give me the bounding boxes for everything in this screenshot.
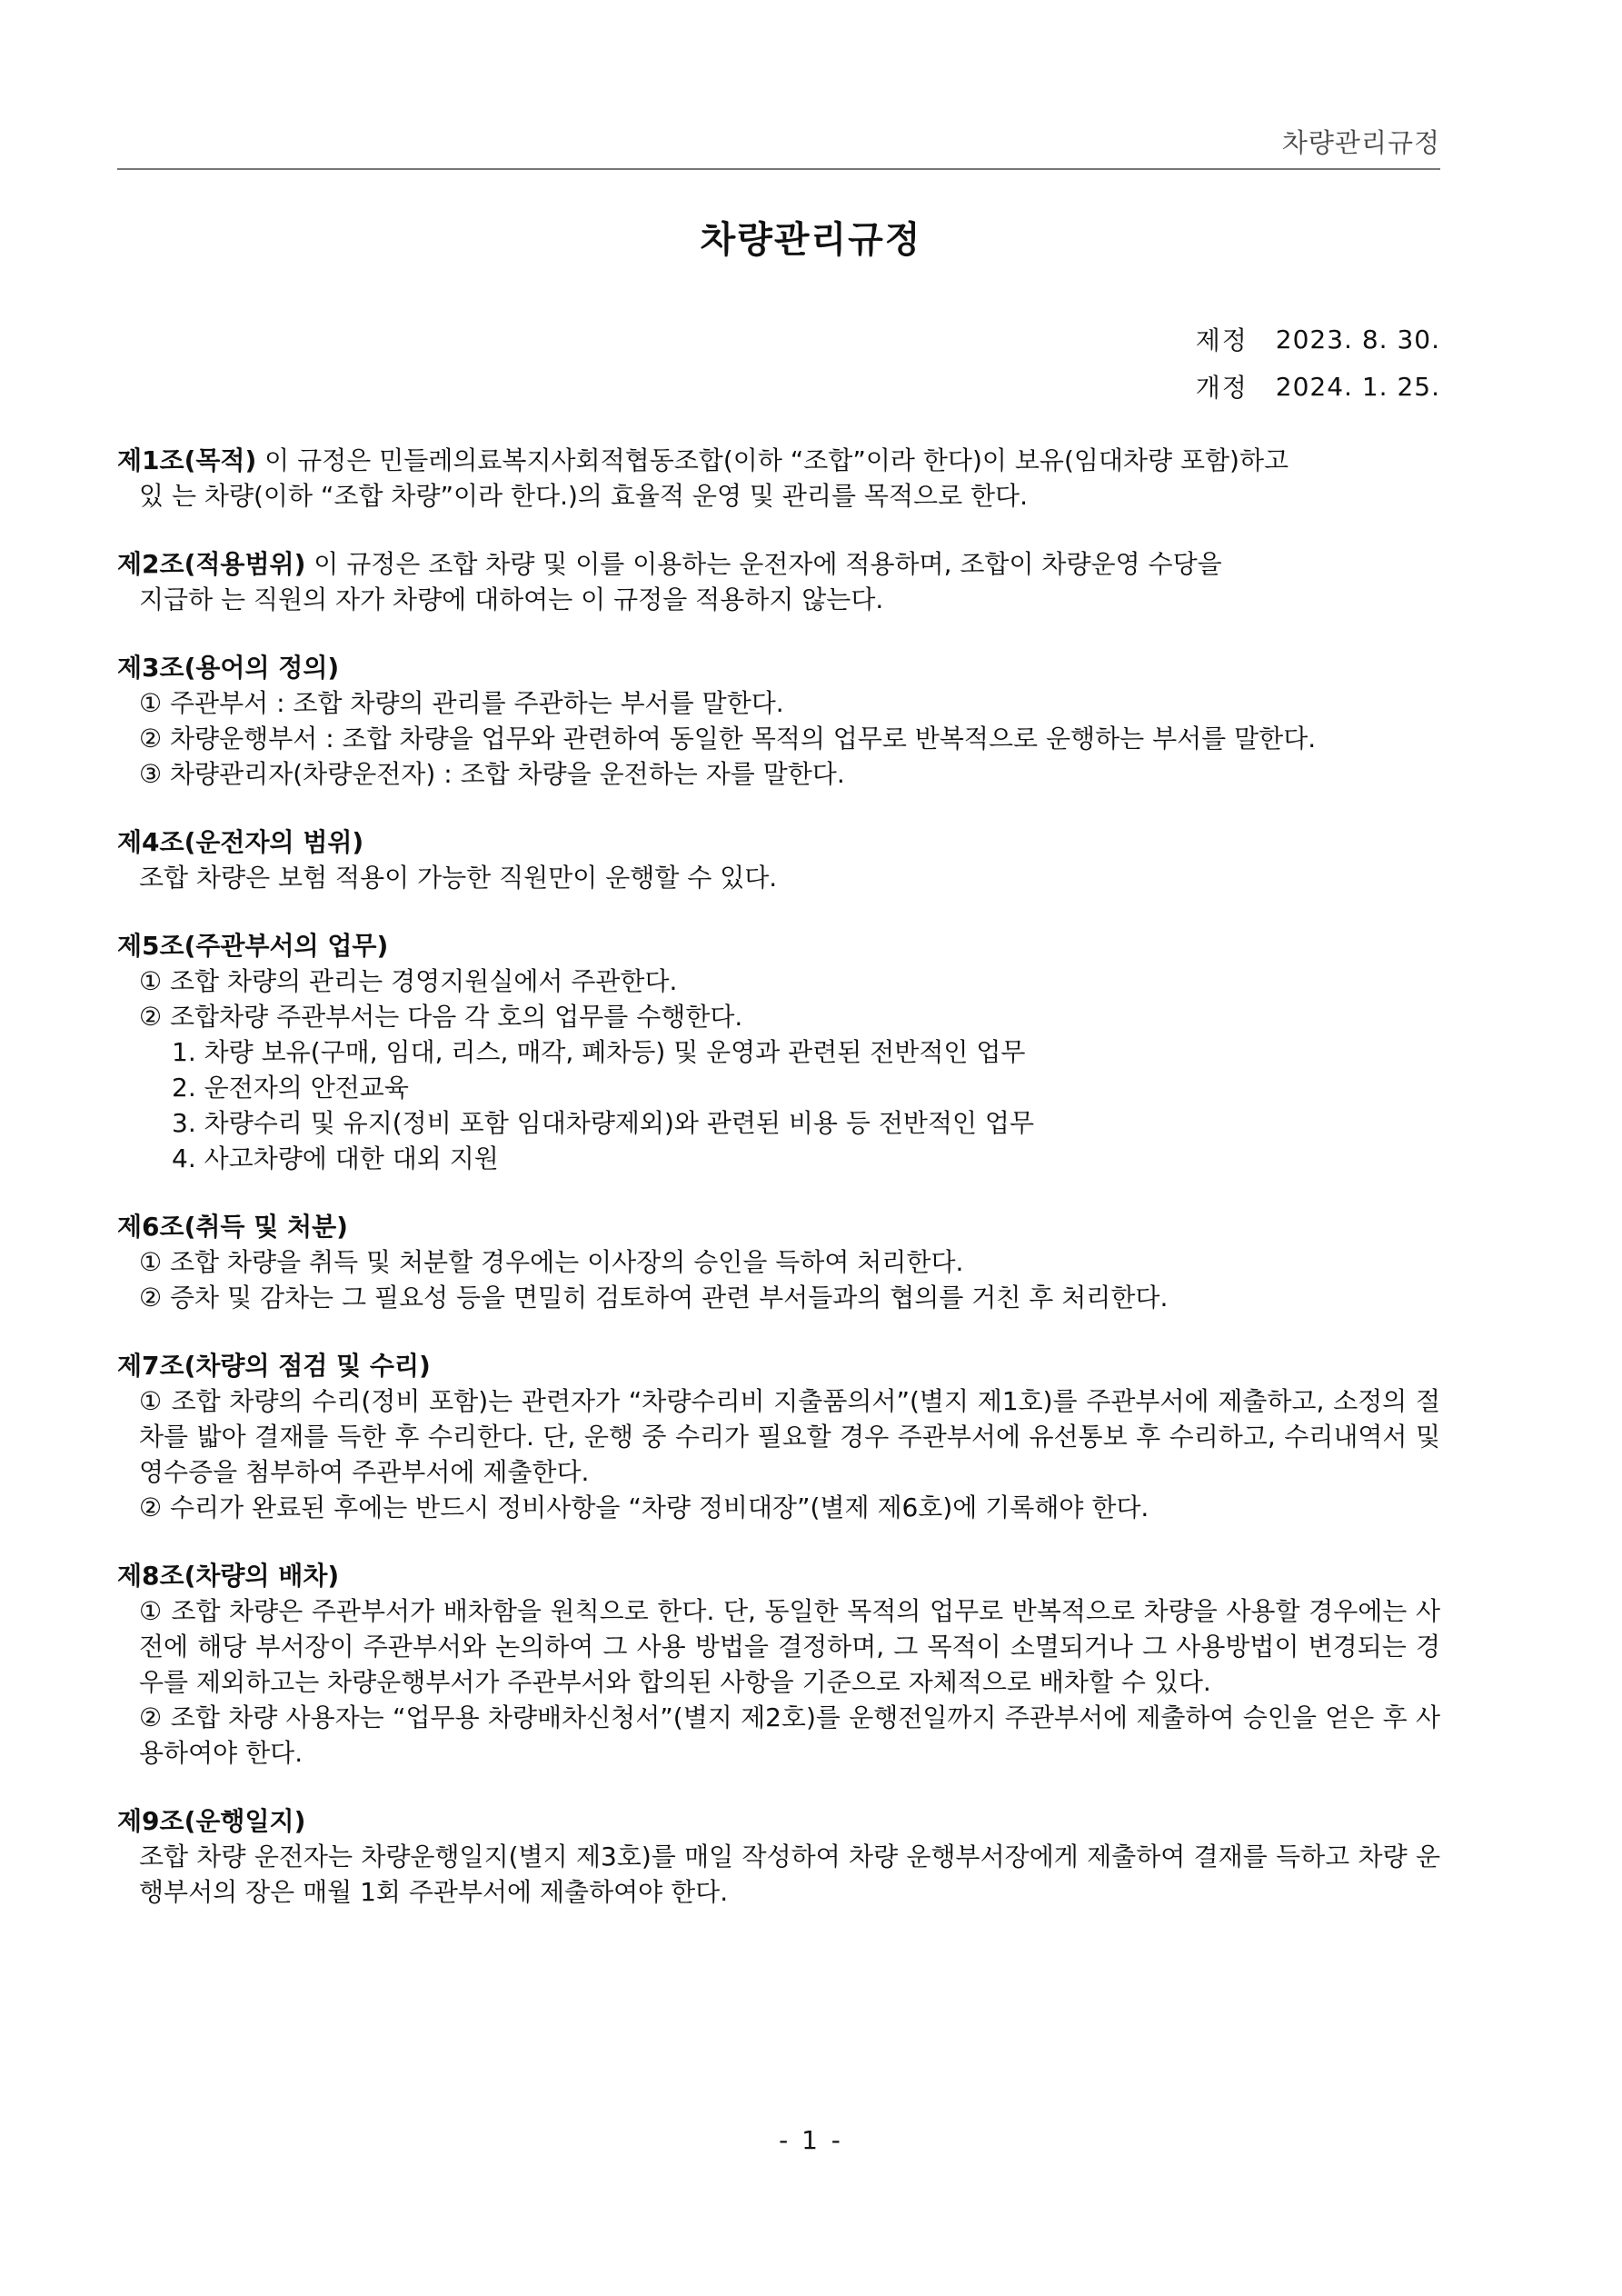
article-8-item-1: ① 조합 차량은 주관부서가 배차함을 원칙으로 한다. 단, 동일한 목적의 업무로 반복적으로 차량을 사용할 경우에는 사전에 해당 부서장이 주관부서와 논의하여 그 사용 방법을 결정하며, 그 목적이 소멸되거나 그 사용방법이 변경되는 경우를 제외하고는 차량운행부서가 주관부서와 합의된 사항을 기준으로 자체적으로 배차할 수 있다. [139, 1596, 1440, 1697]
article-5 [117, 928, 1440, 1176]
article-7 [117, 1348, 1440, 1525]
amendment-date-row [1196, 363, 1440, 410]
enactment-date-row [1196, 315, 1440, 363]
article-1-text [117, 443, 1440, 478]
article-6-item-1: ① 조합 차량을 취득 및 처분할 경우에는 이사장의 승인을 득하여 처리한다. [139, 1247, 964, 1277]
article-2 [117, 546, 1440, 617]
amendment-label: 개정 [1195, 373, 1249, 403]
article-9 [117, 1803, 1440, 1910]
article-4-title: 제4조(운전자의 범위) [117, 827, 364, 857]
article-8 [117, 1558, 1440, 1771]
article-9-title: 제9조(운행일지) [117, 1806, 306, 1836]
article-6-title: 제6조(취득 및 처분) [117, 1212, 348, 1242]
article-6 [117, 1209, 1440, 1315]
running-header: 차량관리규정 [1281, 127, 1440, 158]
article-3-item-2: ② 차량운행부서 : 조합 차량을 업무와 관련하여 동일한 목적의 업무로 반복적으로 운행하는 부서를 말한다. [139, 724, 1317, 754]
article-1 [117, 443, 1440, 514]
article-5-subitem-1: 1. 차량 보유(구매, 임대, 리스, 매각, 폐차등) 및 운영과 관련된 전반적인 업무 [172, 1037, 1026, 1067]
article-4-body: 조합 차량은 보험 적용이 가능한 직원만이 운행할 수 있다. [139, 863, 778, 893]
article-5-item-1: ① 조합 차량의 관리는 경영지원실에서 주관한다. [139, 966, 678, 996]
enactment-date: 2023. 8. 30. [1275, 324, 1440, 354]
enactment-label: 제정 [1195, 325, 1249, 355]
header-rule [117, 168, 1440, 170]
article-5-item-2: ② 조합차량 주관부서는 다음 각 호의 업무를 수행한다. [139, 1002, 743, 1032]
article-5-subitem-4: 4. 사고차량에 대한 대외 지원 [172, 1143, 499, 1173]
article-9-body: 조합 차량 운전자는 차량운행일지(별지 제3호)를 매일 작성하여 차량 운행부서장에게 제출하여 결재를 득하고 차량 운행부서의 장은 매월 1회 주관부서에 제출하여야 한다. [139, 1842, 1440, 1907]
article-4 [117, 824, 1440, 895]
article-7-item-1: ① 조합 차량의 수리(정비 포함)는 관련자가 “차량수리비 지출품의서”(별지 제1호)를 주관부서에 제출하고, 소정의 절차를 밟아 결재를 득한 후 수리한다. 단, 운행 중 수리가 필요할 경우 주관부서에 유선통보 후 수리하고, 수리내역서 및 영수증을 첨부하여 주관부서에 제출한다. [139, 1386, 1440, 1487]
article-2-title: 제2조(적용범위) [117, 549, 306, 579]
article-3-title: 제3조(용어의 정의) [117, 653, 340, 683]
article-1-continuation: 있 는 차량(이하 “조합 차량”이라 한다.)의 효율적 운영 및 관리를 목적으로 한다. [139, 481, 1029, 511]
article-2-continuation: 지급하 는 직원의 자가 차량에 대하여는 이 규정을 적용하지 않는다. [139, 584, 884, 614]
revision-dates [1196, 315, 1440, 410]
article-5-title: 제5조(주관부서의 업무) [117, 931, 389, 961]
article-1-title: 제1조(목적) [117, 445, 257, 475]
article-8-title: 제8조(차량의 배차) [117, 1561, 340, 1591]
article-6-item-2: ② 증차 및 감차는 그 필요성 등을 면밀히 검토하여 관련 부서들과의 협의를 거친 후 처리한다. [139, 1283, 1169, 1313]
amendment-date: 2024. 1. 25. [1275, 371, 1440, 402]
article-7-item-2: ② 수리가 완료된 후에는 반드시 정비사항을 “차량 정비대장”(별제 제6호)에 기록해야 한다. [139, 1492, 1149, 1522]
article-3 [117, 650, 1440, 792]
document-title: 차량관리규정 [700, 219, 922, 261]
article-5-subitem-3: 3. 차량수리 및 유지(정비 포함 임대차량제외)와 관련된 비용 등 전반적인 업무 [172, 1108, 1035, 1138]
article-2-text [117, 546, 1440, 582]
article-5-subitem-2: 2. 운전자의 안전교육 [172, 1073, 409, 1103]
document-body [117, 443, 1440, 1910]
article-3-item-1: ① 주관부서 : 조합 차량의 관리를 주관하는 부서를 말한다. [139, 688, 784, 718]
article-2-body: 이 규정은 조합 차량 및 이를 이용하는 운전자에 적용하며, 조합이 차량운영 수당을 [305, 549, 1222, 579]
article-8-item-2: ② 조합 차량 사용자는 “업무용 차량배차신청서”(별지 제2호)를 운행전일까지 주관부서에 제출하여 승인을 얻은 후 사용하여야 한다. [139, 1702, 1440, 1768]
article-7-title: 제7조(차량의 점검 및 수리) [117, 1351, 431, 1381]
article-1-body: 이 규정은 민들레의료복지사회적협동조합(이하 “조합”이라 한다)이 보유(임대차량 포함)하고 [256, 445, 1289, 475]
page-number: - 1 - [779, 2125, 843, 2155]
article-3-item-3: ③ 차량관리자(차량운전자) : 조합 차량을 운전하는 자를 말한다. [139, 759, 845, 789]
